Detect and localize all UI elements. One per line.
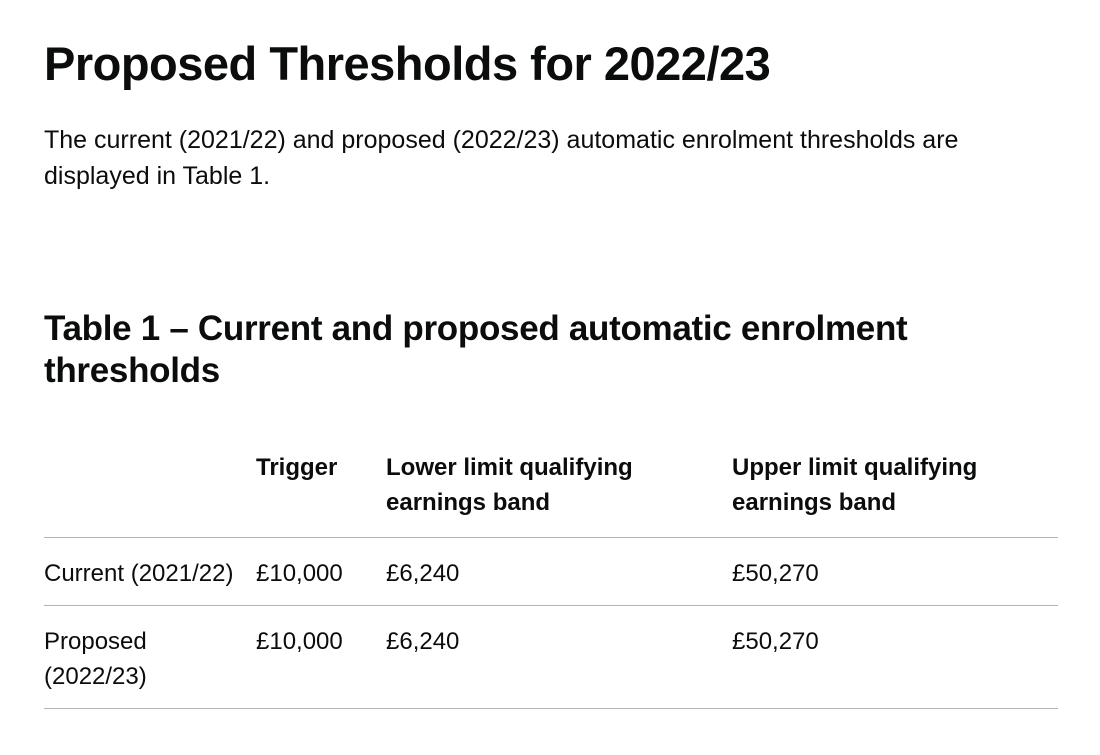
row-label: Current (2021/22)	[44, 538, 256, 606]
lower-limit-value: £6,240	[386, 606, 732, 709]
column-header-upper-limit: Upper limit qualifying earnings band	[732, 450, 1058, 538]
row-label: Proposed (2022/23)	[44, 606, 256, 709]
intro-paragraph: The current (2021/22) and proposed (2022/23) automatic enrolment thresholds are displayed in Table 1.	[44, 126, 959, 190]
table-heading: Table 1 – Current and proposed automatic enrolment thresholds	[44, 309, 908, 390]
page-title: Proposed Thresholds for 2022/23	[44, 37, 771, 90]
table-row	[44, 606, 1058, 709]
upper-limit-value: £50,270	[732, 606, 1058, 709]
thresholds-table	[44, 450, 1058, 709]
trigger-value: £10,000	[256, 538, 386, 606]
upper-limit-value: £50,270	[732, 538, 1058, 606]
table-row	[44, 538, 1058, 606]
lower-limit-value: £6,240	[386, 538, 732, 606]
column-header-blank	[44, 450, 256, 538]
table-header-row	[44, 450, 1058, 538]
column-header-trigger: Trigger	[256, 450, 386, 538]
column-header-lower-limit: Lower limit qualifying earnings band	[386, 450, 732, 538]
trigger-value: £10,000	[256, 606, 386, 709]
